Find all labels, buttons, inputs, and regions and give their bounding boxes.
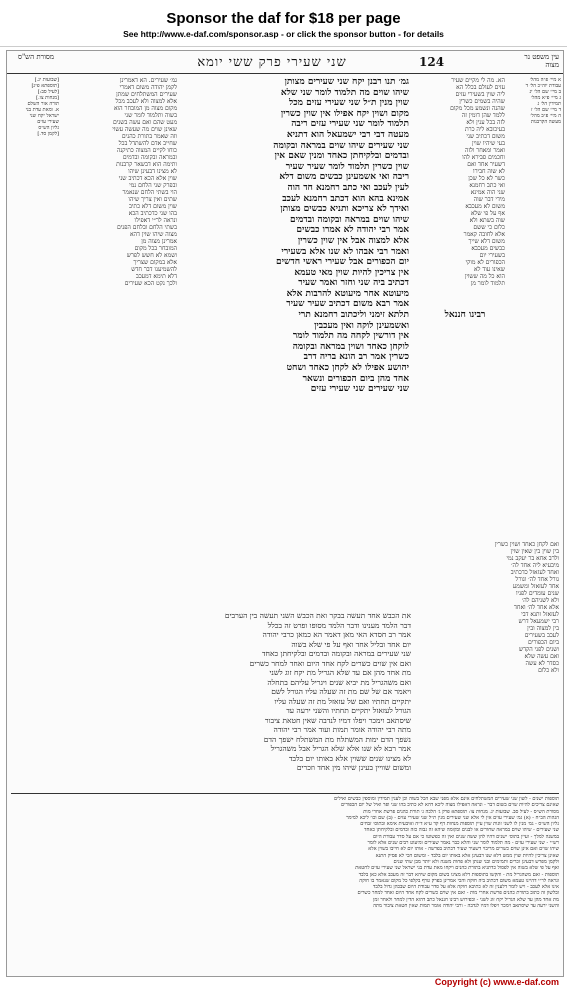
text-line: שיסתאב וימכר ויפלו דמיו לנדבה שאין חטאת ציבור: [264, 715, 411, 725]
text-line: הכפורים לא מוקי: [465, 259, 505, 266]
text-line: ושנים לפני הקדש: [518, 646, 559, 653]
text-line: ג מיי׳ פ״א מהל׳: [530, 95, 561, 101]
text-line: ואי כתב רחמנא: [469, 182, 505, 189]
footer-divider: [11, 793, 559, 794]
gemara-column: [179, 77, 409, 607]
text-line: בין שוין בין שאין שוין: [510, 548, 559, 555]
text-line: תמידין הל׳ ג: [537, 101, 561, 107]
text-line: הגהות הב״ח - (א) גמ׳ שעירי עזים אין לי אלא שני שעירים מנין ת״ל שני שעירי עזים - (ב) שם וכו׳ ליכא למימר: [346, 814, 559, 821]
text-line: שעירים המשתלחים שמתן: [116, 91, 177, 98]
text-line: מיבעיא ליה אחד לה׳: [511, 562, 559, 569]
text-line: כבשים מעכבא: [471, 245, 505, 252]
text-line: גליון הש״ס: [38, 125, 59, 131]
text-line: מעשה הקרבנות: [530, 119, 561, 125]
text-line: שוין מנין ת״ל שני שעירי עזים מכל: [289, 98, 409, 109]
text-line: [לעיל סב:]: [37, 89, 59, 95]
header-corner-right: עין משפט נר מצוה: [524, 53, 559, 69]
text-line: דלא תימא דמעכב: [135, 273, 177, 280]
text-line: ונראה לר״י דאפילו: [134, 217, 177, 224]
rabbeinu-chananel-heading: רבינו חננאל: [444, 310, 486, 320]
text-line: נשפך הדם ימות המשתלח מת המשתלח ישפך הדם: [263, 734, 411, 744]
text-line: אינו אלא לעכב - ויש לומר דלענין זה לא כתיבא חוקה אלא על סדר עבודת היום שבכהן גדול בלבד: [373, 884, 559, 891]
text-line: אין דורשין לקחה מה תלמוד לומר: [292, 331, 409, 342]
text-line: בעי שיהיו שוין: [472, 140, 505, 147]
text-line: מיעוטא אחר מיעוטא להרבות אלא: [286, 288, 409, 299]
text-line: שאינן שוים מה שעשה עשוי: [112, 126, 177, 133]
text-line: ואשמעינן לוקה ואין מעכבין: [314, 320, 409, 331]
text-line: ואחד לעזאזל כדכתיב: [510, 569, 559, 576]
text-line: משום דלא שייך: [468, 238, 505, 245]
text-line: את הכבש אחד תעשה בבקר ואת הכבש השני תעשה בין הערבים: [224, 611, 411, 620]
text-line: במשנה למלך - ועיין בתוס׳ ישנים דהיו להן ששה שנים ואין זה כפשוטו כי אם על סדר עבודת היום: [372, 833, 559, 840]
text-line: מת אחד מהן אם עד שלא הגריל מת יקח זוג לשני: [269, 668, 411, 677]
text-line: משום דכתיב שני: [466, 133, 505, 140]
text-line: שאינן צריכין להיות שוין ממש דלא שנו דבעינן אלא באותו יום בלבד - ומשום הכי לא פסיק התנא: [375, 852, 559, 859]
text-line: א. ומאת עדת בני: [25, 107, 59, 113]
text-line: מסורת הש״ס - לעיל סב. שבועות יג. מנחות צו: תוספתא פרק ג׳ הלכה ג׳ תורת כהנים פרשת אחרי מות: [363, 808, 559, 815]
text-line: אלא למצוה אבל אין שוין כשרין: [297, 235, 409, 246]
text-line: ובפרק שני הלחם נמי: [129, 182, 177, 189]
text-line: משום לא מעכבא: [465, 203, 505, 210]
text-line: בעיכובא ליה כרת: [464, 126, 505, 133]
text-line: תלתא זימני וליכתוב רחמנא תרי: [298, 310, 409, 321]
text-line: אמינא בהא הוא דכתב רחמנא לעכב: [282, 193, 409, 204]
text-line: שאינם צריכים להיות שוים בשום דבר - ונראה דאפילו מצוה ליכא דהא לא כתיב בהו שני ופר ואיל של יום הכפורים: [341, 802, 559, 809]
text-line: אמר רב חסדא האי מאן דאמר הא כמאן כרבי יהודה: [262, 630, 411, 639]
text-line: אחד מהן ביום הכפורים ונשאר: [302, 373, 409, 384]
tosfot-column: [61, 77, 177, 637]
text-line: הא. מה לי מקיים שעיר: [451, 77, 505, 84]
text-line: כשרין אמר רב הונא בריה דרב: [303, 352, 409, 363]
text-line: בשתי הלחם ובלחם הפנים: [116, 224, 177, 231]
text-line: [שבועות יג.]: [34, 77, 59, 83]
text-line: ולא לשניהם לה׳: [521, 597, 559, 604]
text-line: תלמוד לומר מן: [470, 280, 505, 287]
text-line: ולכך נקט הכא שעירים: [124, 280, 177, 287]
text-line: וחכמים סבירא להו: [462, 154, 505, 161]
text-line: אלא למצוה ולא לעכב מכל: [115, 98, 177, 105]
text-line: אלא לחובה קאמר: [463, 231, 505, 238]
text-line: והשני ירעה עד שיסתאב וימכר ויפלו דמיו לנדבה - ורבי יהודה אומר תמות שאין חטאת ציבור מתה: [373, 903, 559, 910]
text-line: ה מיי׳ פ״ב מהל׳: [530, 113, 561, 119]
sponsor-title: Sponsor the daf for $18 per page: [166, 10, 401, 27]
text-line: [מנחות צו.]: [36, 95, 59, 101]
sponsor-subtitle: See http://www.e-daf.com/sponsor.asp - or click the sponsor button - for details: [123, 29, 444, 39]
text-line: אלא אחד לה׳ ואחד: [514, 604, 559, 611]
text-line: הוי בשתי הלחם שנאמר: [122, 189, 177, 196]
text-line: תלמוד לומר שני שעירי עזים ריבה: [291, 119, 409, 130]
text-line: [לקמן סד.]: [37, 131, 59, 137]
text-line: מידי דבר שוה: [473, 196, 505, 203]
lower-commentary-column: [413, 541, 559, 791]
text-line: אמר רבא משום דכתיב שעיר שעיר: [286, 299, 409, 310]
text-line: בשוה ותלמוד לומר שני: [124, 112, 177, 119]
text-line: שתים ואין צריך שיהו: [128, 196, 177, 203]
text-line: ונראה לר״י דהיינו טעמא משום דכתיב ביה חוקה והכי אמרינן בפרק טרף בקלפי כל מקום שנאמר בו חוקה: [359, 877, 559, 884]
text-line: אין צריכין להיות שוין מאי טעמא: [294, 267, 409, 278]
text-line: יהושע אפילו לא לקחן כאחד ושחט: [286, 363, 409, 374]
page-title: שני שעירי פרק ששי יומא: [197, 55, 347, 70]
text-line: ובדמים ובלקיחתן כאחד ומנין שאם אין: [274, 151, 409, 162]
text-line: ולרב אחא בר יעקב נמי: [506, 555, 559, 562]
text-line: אף על פי שלא: [470, 210, 505, 217]
text-line: שהיה בשמים כשרין: [459, 98, 505, 105]
text-line: בין למצוה ובין: [527, 625, 559, 632]
text-line: לא מצינו שנים ששוין אלא באותו יום בלבד: [288, 753, 411, 763]
text-line: מצוה שיהו שוין דהא: [129, 231, 177, 238]
text-line: ובלשון זה כתוב בתורת כהנים פרשת אחרי מות - ואם אין שוים כשרים לקח אחד היום ואחד למחר כשרים: [357, 890, 559, 897]
text-line: שיהו שוים ואם אינן שוים כשרים מריבוי דשעיר שעיר דכתיב בפרשה - אותו יום לא חייבו בשוין אלא: [368, 846, 559, 853]
text-line: שאינו עוד לא: [474, 266, 505, 273]
text-line: לעזאזל ותנא דבי: [521, 611, 559, 618]
text-line: גמ׳ תנו רבנן יקח שני שעירים מצותן: [284, 77, 409, 87]
text-line: אמר רבא לא שנו אלא שלא הגריל אבל משהגריל: [270, 744, 411, 753]
text-line: שני שעירים - שיהו שוים במראה שחורים או לבנים ובקומה שיהא זה גבוה כזה ובדמים ובלקיחתן כאחד: [364, 827, 559, 834]
text-line: לא מצינו דבעינן שיהו: [128, 168, 177, 175]
text-line: שעירי עזים: [37, 119, 59, 125]
text-line: ביום הכפורים: [528, 639, 559, 646]
margin-right-column: [507, 77, 561, 537]
text-line: יום הכפורים אבל שעירי ראשי חדשים: [276, 257, 409, 268]
text-line: עבודת יוה״כ הל׳ ד: [525, 83, 561, 89]
text-line: ואף על פי שלא בשוה אין לפסול כדתניא בתורת כהנים ויקחו מאת עדת בני ישראל שני שעירי עזים לחטאת: [355, 865, 559, 872]
text-line: ומשום שוויין בעינן שיהו מין אחד וזכרים: [296, 763, 411, 772]
text-line: ואידך לא צריכא ותניא כבשים מצותן: [280, 204, 409, 215]
text-line: יום אחד ובליל אחד ואף על פי שלא בשוה: [291, 639, 411, 649]
text-line: ואמר רבי אבהו לא שנו אלא בשעירי: [281, 246, 409, 257]
text-line: הוא כל מה ששוין: [464, 273, 505, 280]
text-line: תוספות ישנים - לשון שני שעירים המשתלחים אינם אלא מפני שבא הכל בשוה וכן לענין תמידין ומוספין כבשים ואילים: [333, 796, 559, 802]
text-line: אמרינן מצוה מן: [141, 238, 177, 245]
page-number: 124: [419, 55, 445, 69]
footer-notes: [11, 796, 559, 971]
text-line: אלא במקום שצריך: [133, 259, 177, 266]
text-line: ובמראה ובקומה ובדמים: [122, 154, 177, 161]
text-line: שני שעירים במראה ובקומה ובדמים ובלקיחתן כאחד: [261, 649, 411, 658]
text-line: ליה שוין בשעירי עזים: [455, 91, 505, 98]
text-line: לעכב בשעירים: [524, 632, 559, 639]
text-line: ואם אין שוים כשרים לקח אחד היום ואחד למחר כשרים: [249, 658, 411, 668]
text-line: ואמר ומאחר ולזה: [464, 147, 505, 154]
text-line: ולא כלום: [538, 667, 559, 674]
sponsor-banner[interactable]: [0, 0, 567, 47]
copyright-link[interactable]: Copyright (c) www.e-daf.com: [434, 977, 559, 987]
margin-left-column: [9, 77, 59, 637]
text-line: דבר הלמד מענינו ודבר הלמד מסופו ופרט זה בכלל: [267, 620, 411, 630]
text-line: כוחו לקיים המצוה כתיקנה: [116, 147, 177, 154]
text-line: מת אחד מהן עד שלא הגריל יקח זוג לשני - ובפירוש רבינו חננאל כתב דהוא הדין למחר ולאחר זמן: [373, 896, 559, 903]
talmud-page: [6, 50, 564, 977]
text-line: א מיי׳ פ״ה מהל׳: [529, 77, 561, 83]
text-line: אחד לעזאזל ומשמע: [512, 583, 559, 590]
text-line: גליון הש״ס - גמ׳ מנין לו לשני זוגות שוין עיין תוספות מנחות דף קד ע״א ד״ה ואיבעית אימא ובתוס׳ זבחים: [360, 821, 559, 828]
text-line: הגורל לעזאזל יתקיים תחתיו והשני ירעה עד: [286, 706, 411, 715]
text-line: להשמיענו דבר חדש: [131, 266, 177, 273]
text-line: תורה אור השלם: [27, 101, 59, 107]
text-line: לוקחן כאחד ושוין במראה ובקומה: [292, 341, 409, 352]
text-line: שחייב אדם להשתדל בכל: [118, 140, 177, 147]
text-line: בהו שני כדכתיב הכא: [128, 210, 177, 217]
lower-gemara-block: [11, 611, 411, 791]
text-line: שני שעירים שני שעירי עזים: [310, 384, 409, 395]
text-line: גמ׳ שעירים. הא דאמרינן: [119, 77, 177, 84]
text-line: לא שוה חבירו: [473, 168, 505, 175]
text-line: וזה שאמר בתורת כהנים: [121, 133, 177, 140]
text-line: ללמד שהן דומין זה: [461, 112, 505, 119]
text-line: שנים עומדים לפניו: [515, 590, 559, 597]
text-line: שני הוה אמינא: [470, 189, 505, 196]
text-line: מקום ושוין יקח אפילו אין שוין כשרין: [280, 108, 409, 119]
text-line: שוין משום דלא כתיב: [128, 203, 177, 210]
text-line: גורל אחד לה׳ וגורל: [515, 576, 559, 583]
text-line: ואם משהגריל מת יביא שנים ויגריל עליהם בתחלה: [267, 677, 411, 687]
text-line: יתקיים תחתיו ואם של עזאזל מת זה שעלה עליו: [274, 696, 411, 706]
text-line: רבי ישמעאל דרש: [518, 618, 559, 625]
text-line: לזה בכל ענין ולא: [466, 119, 505, 126]
text-line: שוין כשרין תלמוד לומר שעיר שעיר: [285, 161, 409, 172]
text-line: ב מיי׳ שם הל׳ יג: [529, 89, 561, 95]
text-line: כסדר לא עשה: [525, 660, 559, 667]
text-line: מתה רבי יהודה אומר תמות ועוד אמר רבי יהודה: [273, 725, 411, 734]
text-line: לקמן יהודה משום דאמרי: [119, 84, 177, 91]
text-line: שיהו שוים במראה ובקומה ובדמים: [290, 214, 409, 225]
rashi-column: [411, 77, 505, 537]
text-line: ישראל יקח שני: [29, 113, 59, 119]
text-line: ד מיי׳ שם הל׳ ז: [531, 107, 561, 113]
text-line: ושמא לא חשש לפרש: [126, 252, 177, 259]
text-line: כלום כי ששם: [473, 224, 505, 231]
text-line: שוין אלא הכא דכתיב שני: [118, 175, 177, 182]
header-corner-left: מסורת הש"ס: [17, 53, 55, 61]
text-line: ויאמר אם של שם מת זה שעלה עליו הגורל לשם: [271, 687, 411, 696]
text-line: שהנה ונשמע מכל מקום: [450, 105, 505, 112]
text-line: המובחר בכל מקום: [134, 245, 177, 252]
text-line: תוספות - ואם משהגריל מת - והקשו בתוספות דלא מצינו בשום מקום שיהא דבר זה מעכב אלא כאן בלבד: [358, 871, 559, 878]
text-line: אמר רבי יהודה לא אמרו כבשים: [296, 225, 409, 236]
text-line: בשעירי יום: [479, 252, 505, 259]
text-line: מעטה דבי רבי ישמעאל הוא דתניא: [286, 129, 409, 140]
text-line: מקום מצוה מן המובחר הוא: [114, 105, 177, 112]
text-line: ריבה ואי אשמעינן כבשים משום דלא: [279, 172, 409, 183]
text-line: שוה בשתא ולא: [469, 217, 505, 224]
text-line: ותימה הוא דבשאר קרבנות: [116, 161, 177, 168]
text-line: ואם עשה שלא: [524, 653, 559, 660]
text-line: רש״י - שני שעירי עזים - מה תלמוד לומר שני והלא כבר נאמר שעירים ומיעוט רבים שנים אלא לומר: [367, 840, 559, 847]
page-header: [7, 51, 563, 74]
text-line: [תוספתא פ״ג]: [31, 83, 59, 89]
text-line: כשר לא כל שכן: [468, 175, 505, 182]
text-line: ואם לקחן כאחד ושוין כשרין: [494, 541, 559, 548]
text-line: מעט שהם ואם עשה בשנים: [112, 119, 177, 126]
text-line: לעין לעכב ואי כתב רחמנא חד הוה: [287, 182, 409, 193]
text-line: עזים לעולם בכלל הא: [456, 84, 505, 91]
text-line: דשעיר אחד ואם: [467, 161, 505, 168]
text-line: שני שעירים שיהו שוים במראה ובקומה: [273, 140, 409, 151]
text-line: דכתיב ביה שני וחזר ואמר שעיר: [298, 278, 409, 289]
text-line: ולקמן מפרש דבעינן זכרים ותמימים ובני שנתן ולא פחות משנה ולא יותר מבן שתי שנים: [393, 858, 559, 865]
text-line: שיהו שוים מה תלמוד לומר שני שלא: [280, 87, 409, 98]
